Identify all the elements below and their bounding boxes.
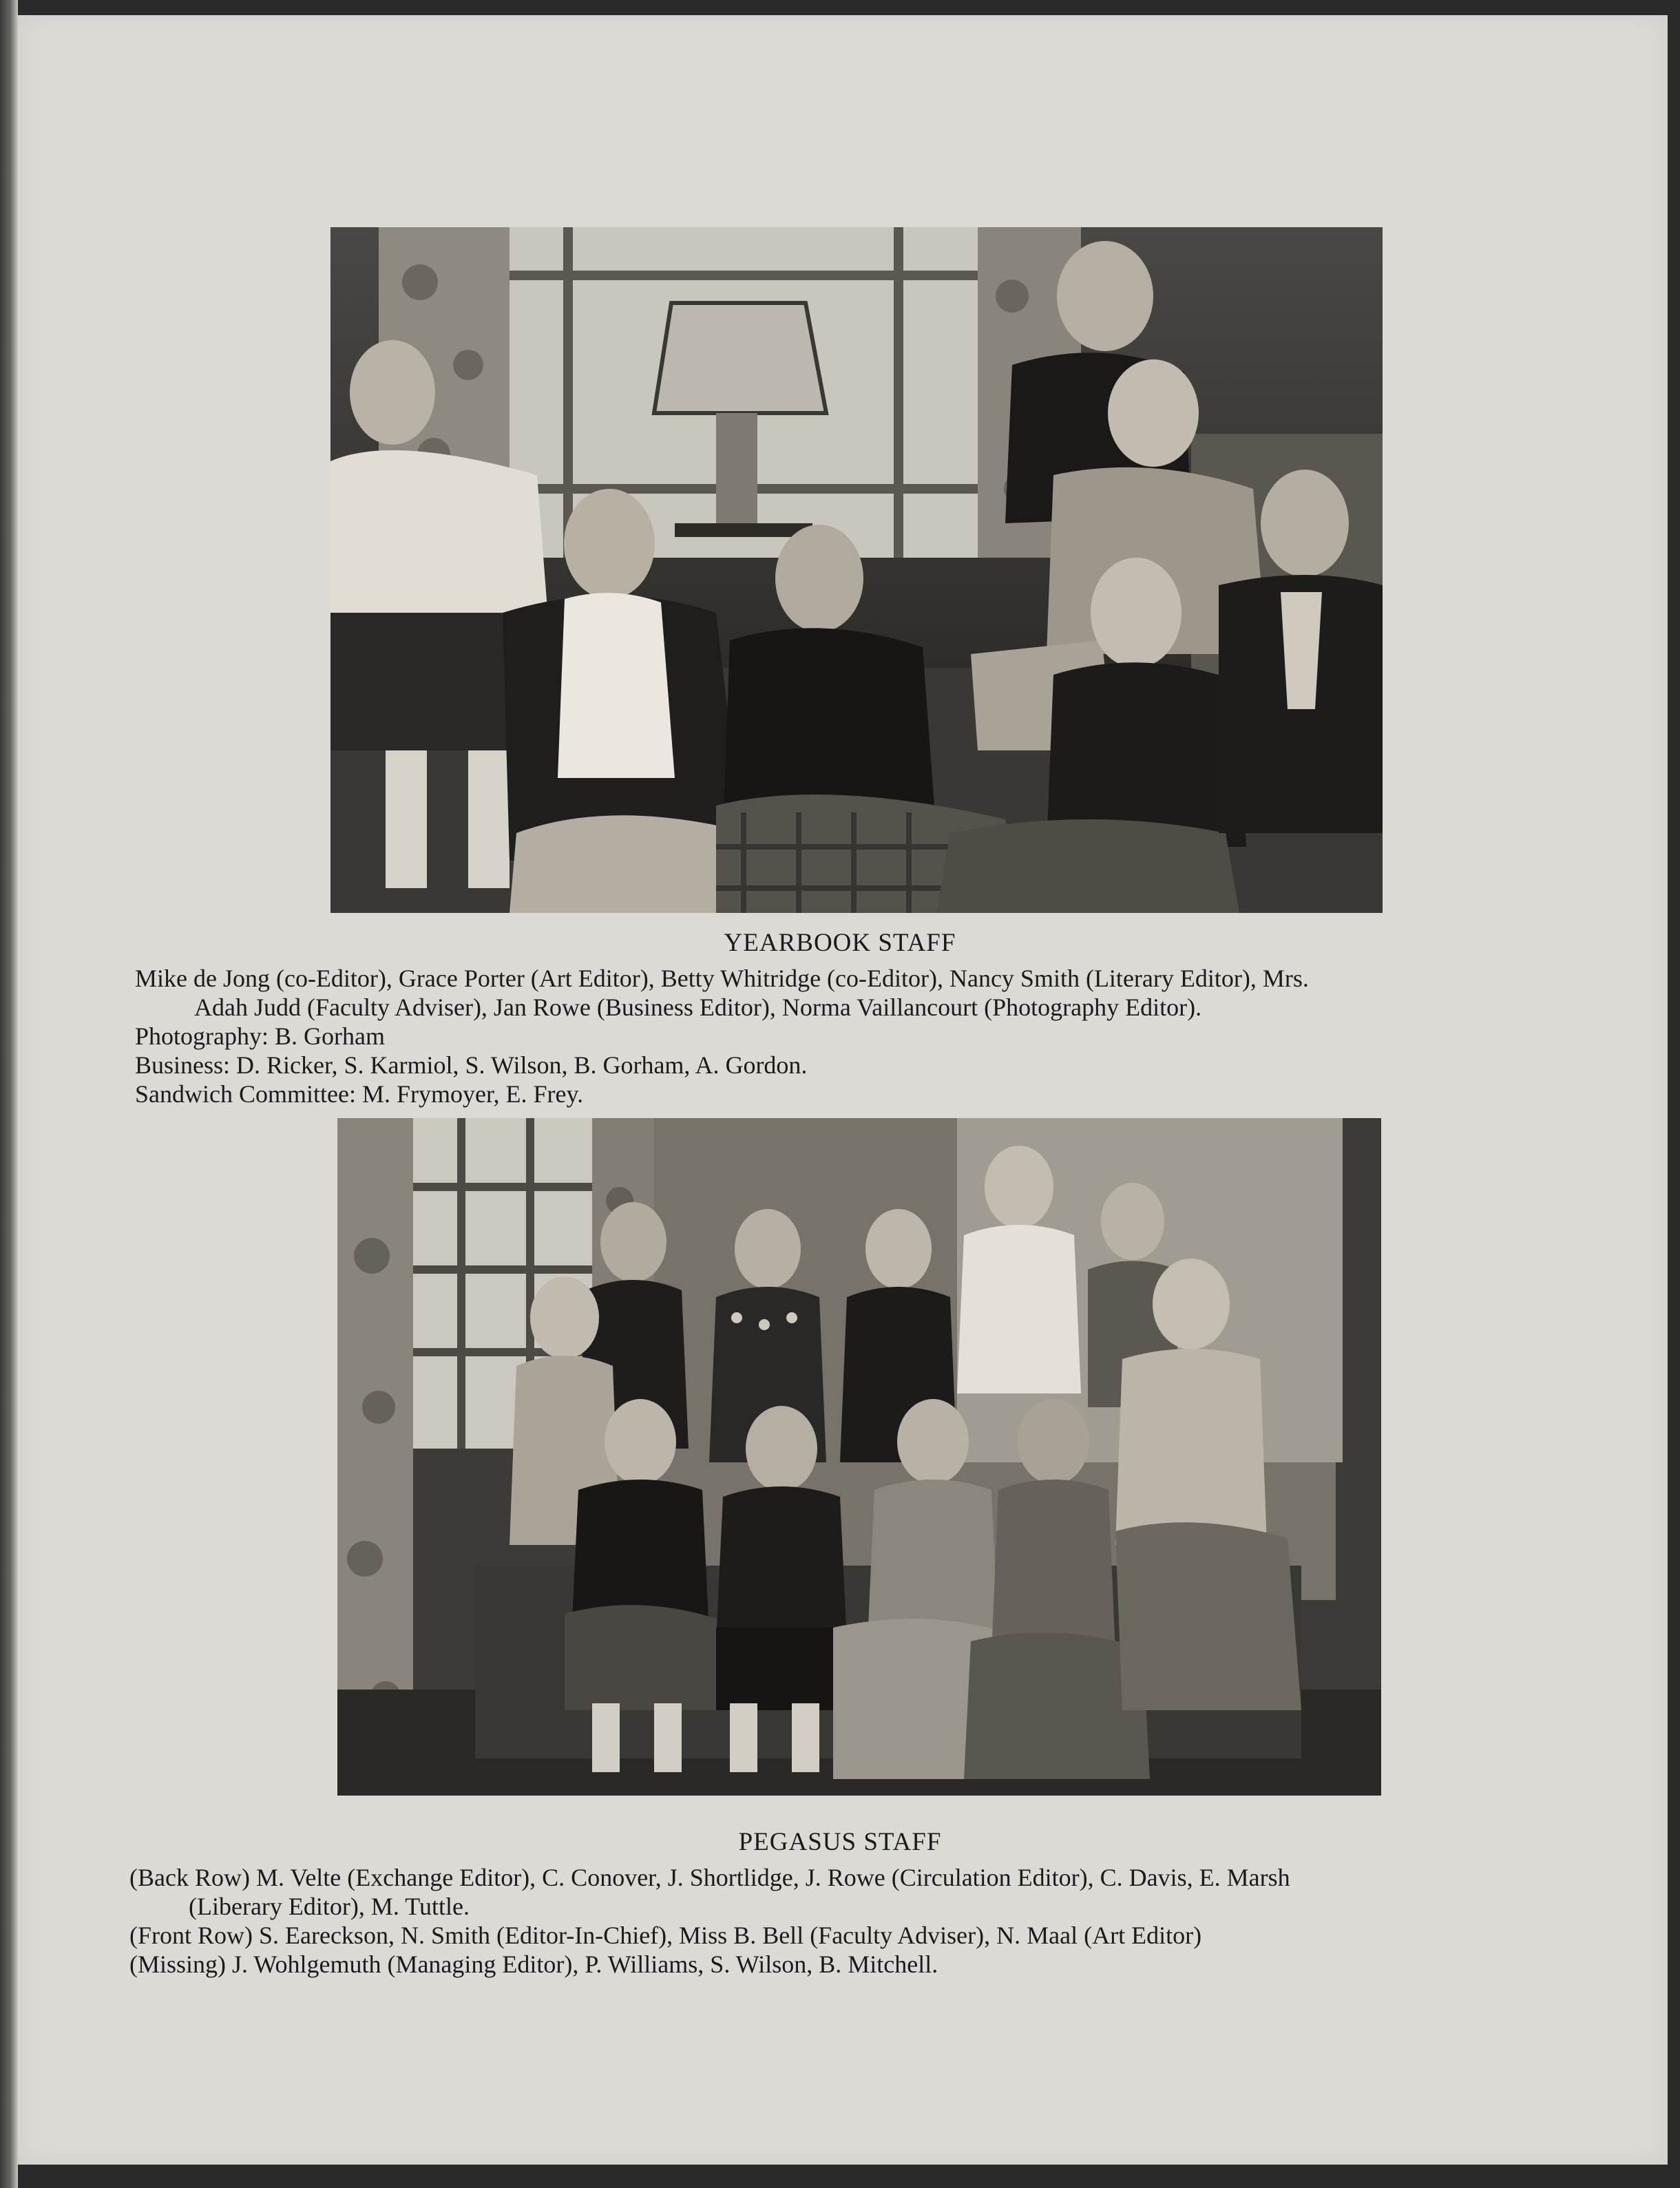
pegasus-back-row-line2: (Liberary Editor), M. Tuttle. bbox=[189, 1893, 470, 1920]
yearbook-staff-photo-art bbox=[330, 227, 1383, 913]
pegasus-missing: (Missing) J. Wohlgemuth (Managing Editor), P. Williams, S. Wilson, B. Mitchell. bbox=[129, 1950, 938, 1978]
binding-gutter bbox=[0, 0, 18, 2188]
yearbook-staff-names-line1: Mike de Jong (co-Editor), Grace Porter (Art Editor), Betty Whitridge (co-Editor), Nancy Smith (Literary Editor), Mrs. bbox=[135, 965, 1309, 992]
pegasus-staff-photo bbox=[337, 1118, 1381, 1796]
pegasus-staff-title: PEGASUS STAFF bbox=[738, 1828, 942, 1856]
yearbook-staff-title: YEARBOOK STAFF bbox=[724, 929, 956, 957]
pegasus-front-row: (Front Row) S. Eareckson, N. Smith (Editor-In-Chief), Miss B. Bell (Faculty Adviser), N. Maal (Art Editor) bbox=[129, 1922, 1202, 1949]
yearbook-staff-caption bbox=[135, 964, 1615, 1108]
pegasus-back-row-line1: (Back Row) M. Velte (Exchange Editor), C. Conover, J. Shortlidge, J. Rowe (Circulation Editor), C. Davis, E. Marsh bbox=[129, 1864, 1290, 1891]
yearbook-sandwich-committee: Sandwich Committee: M. Frymoyer, E. Frey. bbox=[135, 1080, 584, 1108]
yearbook-photography-credit: Photography: B. Gorham bbox=[135, 1022, 385, 1050]
pegasus-staff-photo-art bbox=[337, 1118, 1381, 1796]
yearbook-staff-names-line2: Adah Judd (Faculty Adviser), Jan Rowe (Business Editor), Norma Vaillancourt (Photography Editor). bbox=[194, 993, 1202, 1021]
yearbook-staff-photo bbox=[330, 227, 1383, 913]
yearbook-business-credit: Business: D. Ricker, S. Karmiol, S. Wilson, B. Gorham, A. Gordon. bbox=[135, 1051, 808, 1079]
pegasus-staff-caption bbox=[129, 1863, 1624, 1979]
